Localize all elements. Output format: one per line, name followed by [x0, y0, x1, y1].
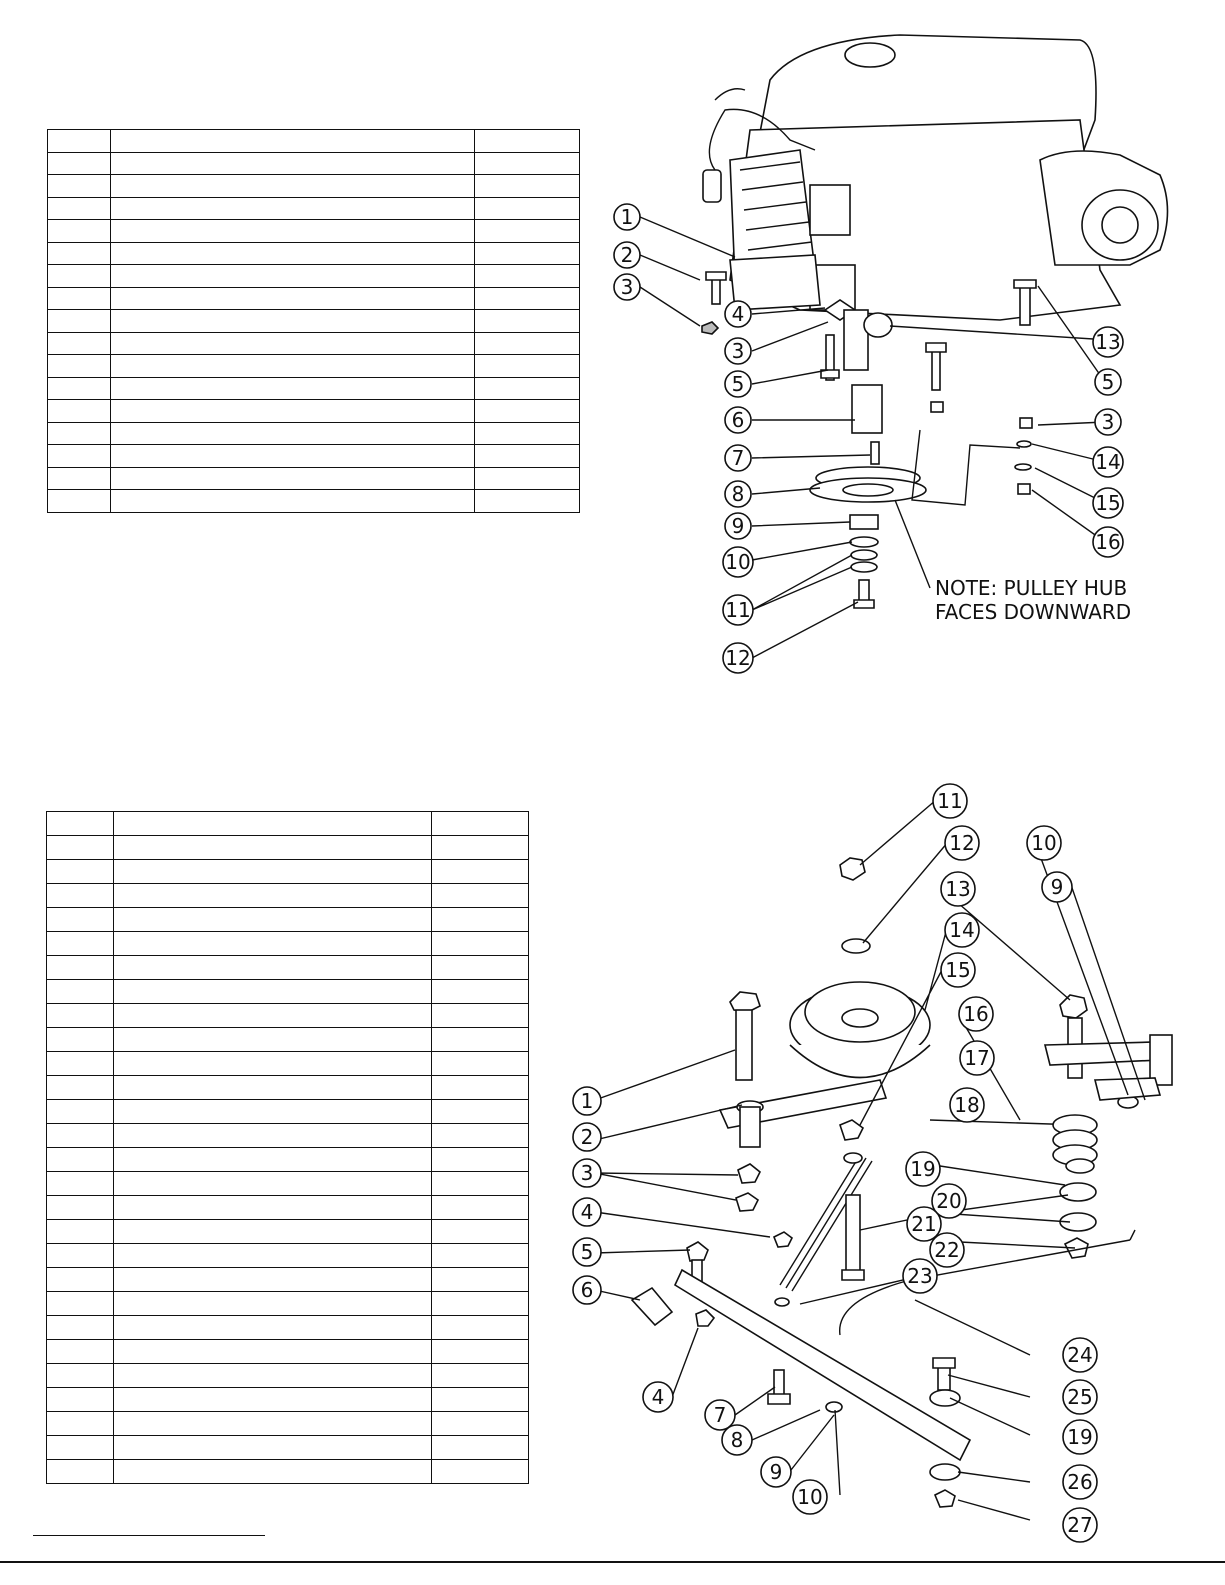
part-number-cell: [432, 1100, 529, 1124]
parts-table-bottom-row: [47, 932, 529, 956]
svg-text:21: 21: [911, 1212, 937, 1236]
parts-table-bottom-row: [47, 1412, 529, 1436]
svg-text:FACES DOWNWARD: FACES DOWNWARD: [935, 600, 1132, 624]
svg-text:9: 9: [1050, 875, 1064, 899]
ref-cell: [48, 220, 111, 243]
description-cell: [114, 980, 432, 1004]
ref-cell: [47, 1076, 114, 1100]
ref-cell: [48, 265, 111, 288]
part-number-cell: [432, 1412, 529, 1436]
description-cell: [114, 1412, 432, 1436]
parts-table-top-row: [48, 197, 580, 220]
ref-cell: [48, 175, 111, 198]
ref-cell: [47, 1460, 114, 1484]
svg-text:24: 24: [1067, 1343, 1093, 1367]
parts-table-bottom-row: [47, 1100, 529, 1124]
svg-text:7: 7: [731, 446, 745, 470]
parts-table-top-row: [48, 175, 580, 198]
footnote-rule: [33, 1535, 265, 1536]
parts-table-bottom-row: [47, 1052, 529, 1076]
description-cell: [114, 836, 432, 860]
description-cell: [111, 242, 475, 265]
svg-text:6: 6: [731, 408, 745, 432]
part-number-cell: [432, 1388, 529, 1412]
part-number-cell: [475, 355, 580, 378]
description-cell: [114, 1220, 432, 1244]
ref-cell: [48, 332, 111, 355]
description-cell: [114, 1436, 432, 1460]
part-number-cell: [432, 884, 529, 908]
part-number-cell: [432, 860, 529, 884]
ref-cell: [47, 1340, 114, 1364]
ref-cell: [47, 908, 114, 932]
parts-table-bottom: [46, 811, 529, 1484]
part-number-cell: [432, 1196, 529, 1220]
description-cell: [111, 130, 475, 153]
part-number-cell: [475, 400, 580, 423]
part-number-cell: [432, 1292, 529, 1316]
svg-text:4: 4: [580, 1200, 594, 1224]
ref-cell: [47, 932, 114, 956]
parts-table-top-row: [48, 332, 580, 355]
parts-table-top-row: [48, 377, 580, 400]
parts-table-top-row: [48, 490, 580, 513]
parts-table-bottom-row: [47, 1124, 529, 1148]
svg-text:4: 4: [731, 302, 745, 326]
parts-table-bottom-row: [47, 1316, 529, 1340]
ref-cell: [48, 152, 111, 175]
parts-table-bottom-row: [47, 812, 529, 836]
parts-table-bottom-row: [47, 1244, 529, 1268]
parts-table-bottom-row: [47, 956, 529, 980]
svg-text:15: 15: [1095, 491, 1121, 515]
svg-text:3: 3: [731, 339, 745, 363]
ref-cell: [48, 355, 111, 378]
parts-table-top-row: [48, 265, 580, 288]
svg-text:13: 13: [1095, 330, 1121, 354]
description-cell: [111, 310, 475, 333]
description-cell: [114, 1124, 432, 1148]
ref-cell: [47, 1436, 114, 1460]
svg-text:9: 9: [731, 514, 745, 538]
parts-table-top-row: [48, 130, 580, 153]
svg-text:7: 7: [713, 1403, 727, 1427]
description-cell: [114, 1460, 432, 1484]
svg-text:14: 14: [1095, 450, 1121, 474]
svg-text:10: 10: [797, 1485, 823, 1509]
ref-cell: [48, 490, 111, 513]
part-number-cell: [432, 1460, 529, 1484]
part-number-cell: [432, 1316, 529, 1340]
ref-cell: [47, 1316, 114, 1340]
ref-cell: [47, 812, 114, 836]
part-number-cell: [475, 445, 580, 468]
parts-table-top-row: [48, 287, 580, 310]
svg-text:8: 8: [730, 1428, 744, 1452]
description-cell: [114, 1316, 432, 1340]
ref-cell: [48, 197, 111, 220]
svg-text:15: 15: [945, 958, 971, 982]
description-cell: [114, 1148, 432, 1172]
part-number-cell: [475, 490, 580, 513]
ref-cell: [47, 884, 114, 908]
svg-text:6: 6: [580, 1278, 594, 1302]
parts-table-top-row: [48, 422, 580, 445]
description-cell: [111, 220, 475, 243]
svg-text:16: 16: [1095, 530, 1121, 554]
parts-table-bottom-row: [47, 1196, 529, 1220]
parts-table-top: [47, 129, 580, 513]
parts-table-bottom-row: [47, 860, 529, 884]
ref-cell: [47, 1004, 114, 1028]
engine-illustration: [703, 35, 1168, 320]
parts-table-bottom-row: [47, 1364, 529, 1388]
part-number-cell: [432, 1076, 529, 1100]
description-cell: [111, 355, 475, 378]
parts-table-bottom-row: [47, 908, 529, 932]
description-cell: [114, 812, 432, 836]
ref-cell: [48, 467, 111, 490]
parts-table-top-row: [48, 355, 580, 378]
svg-text:10: 10: [725, 550, 751, 574]
ref-cell: [47, 1268, 114, 1292]
ref-cell: [48, 422, 111, 445]
svg-text:2: 2: [620, 243, 634, 267]
part-number-cell: [432, 836, 529, 860]
svg-text:8: 8: [731, 482, 745, 506]
svg-text:3: 3: [1101, 410, 1115, 434]
svg-text:27: 27: [1067, 1513, 1093, 1537]
parts-table-bottom-row: [47, 1004, 529, 1028]
description-cell: [111, 377, 475, 400]
description-cell: [114, 1388, 432, 1412]
part-number-cell: [432, 1028, 529, 1052]
svg-text:11: 11: [725, 598, 751, 622]
parts-table-top-row: [48, 152, 580, 175]
description-cell: [111, 287, 475, 310]
svg-text:1: 1: [580, 1089, 594, 1113]
ref-cell: [48, 310, 111, 333]
engine-pulley-exploded-diagram: [600, 10, 1220, 680]
parts-table-top-row: [48, 445, 580, 468]
svg-text:20: 20: [936, 1189, 962, 1213]
svg-text:18: 18: [954, 1093, 980, 1117]
description-cell: [111, 175, 475, 198]
svg-text:25: 25: [1067, 1385, 1093, 1409]
part-number-cell: [475, 422, 580, 445]
description-cell: [111, 445, 475, 468]
ref-cell: [47, 1172, 114, 1196]
parts-table-bottom-row: [47, 884, 529, 908]
part-number-cell: [475, 467, 580, 490]
description-cell: [111, 152, 475, 175]
part-number-cell: [432, 1148, 529, 1172]
ref-cell: [47, 956, 114, 980]
svg-text:19: 19: [910, 1157, 936, 1181]
part-number-cell: [475, 310, 580, 333]
page-bottom-rule: [0, 1561, 1225, 1563]
svg-text:22: 22: [934, 1238, 960, 1262]
parts-table-top-row: [48, 220, 580, 243]
part-number-cell: [432, 1004, 529, 1028]
svg-text:12: 12: [725, 646, 751, 670]
ref-cell: [48, 445, 111, 468]
parts-table-bottom-row: [47, 1220, 529, 1244]
callout-markers-bottom: [573, 784, 1097, 1542]
ref-cell: [48, 400, 111, 423]
svg-text:5: 5: [580, 1240, 594, 1264]
description-cell: [114, 908, 432, 932]
parts-table-bottom-row: [47, 980, 529, 1004]
description-cell: [114, 1292, 432, 1316]
parts-table-top-row: [48, 400, 580, 423]
description-cell: [111, 490, 475, 513]
svg-text:23: 23: [907, 1264, 933, 1288]
ref-cell: [47, 1412, 114, 1436]
description-cell: [111, 422, 475, 445]
parts-table-bottom-row: [47, 836, 529, 860]
part-number-cell: [432, 1052, 529, 1076]
svg-text:11: 11: [937, 789, 963, 813]
ref-cell: [47, 980, 114, 1004]
description-cell: [111, 467, 475, 490]
part-number-cell: [475, 175, 580, 198]
idler-assembly-exploded-diagram: [560, 780, 1220, 1570]
svg-text:9: 9: [769, 1460, 783, 1484]
description-cell: [114, 1244, 432, 1268]
part-number-cell: [475, 197, 580, 220]
ref-cell: [47, 1100, 114, 1124]
description-cell: [114, 1172, 432, 1196]
ref-cell: [47, 836, 114, 860]
description-cell: [111, 332, 475, 355]
svg-text:17: 17: [964, 1046, 990, 1070]
svg-text:1: 1: [620, 205, 634, 229]
parts-table-bottom-row: [47, 1076, 529, 1100]
svg-text:16: 16: [963, 1002, 989, 1026]
description-cell: [114, 956, 432, 980]
ref-cell: [47, 1244, 114, 1268]
ref-cell: [47, 1124, 114, 1148]
part-number-cell: [432, 1244, 529, 1268]
description-cell: [114, 1196, 432, 1220]
description-cell: [114, 1340, 432, 1364]
part-number-cell: [475, 242, 580, 265]
description-cell: [114, 1004, 432, 1028]
part-number-cell: [475, 152, 580, 175]
description-cell: [111, 265, 475, 288]
part-number-cell: [432, 1268, 529, 1292]
ref-cell: [47, 1220, 114, 1244]
svg-text:2: 2: [580, 1125, 594, 1149]
part-number-cell: [432, 980, 529, 1004]
part-number-cell: [432, 1220, 529, 1244]
svg-text:13: 13: [945, 877, 971, 901]
description-cell: [111, 400, 475, 423]
part-number-cell: [475, 287, 580, 310]
part-number-cell: [475, 130, 580, 153]
description-cell: [114, 1268, 432, 1292]
description-cell: [114, 932, 432, 956]
description-cell: [111, 197, 475, 220]
part-number-cell: [475, 377, 580, 400]
description-cell: [114, 860, 432, 884]
description-cell: [114, 1076, 432, 1100]
parts-table-bottom-row: [47, 1268, 529, 1292]
ref-cell: [47, 1364, 114, 1388]
svg-text:19: 19: [1067, 1425, 1093, 1449]
ref-cell: [48, 287, 111, 310]
ref-cell: [47, 1388, 114, 1412]
part-number-cell: [432, 1124, 529, 1148]
svg-text:4: 4: [651, 1385, 665, 1409]
parts-table-bottom-row: [47, 1028, 529, 1052]
parts-table-bottom-row: [47, 1388, 529, 1412]
ref-cell: [47, 860, 114, 884]
parts-table-top-row: [48, 242, 580, 265]
ref-cell: [47, 1052, 114, 1076]
part-number-cell: [432, 1340, 529, 1364]
svg-text:10: 10: [1031, 831, 1057, 855]
description-cell: [114, 1364, 432, 1388]
svg-text:NOTE: PULLEY HUB: NOTE: PULLEY HUB: [935, 576, 1128, 600]
part-number-cell: [432, 956, 529, 980]
ref-cell: [48, 242, 111, 265]
part-number-cell: [432, 908, 529, 932]
part-number-cell: [432, 932, 529, 956]
part-number-cell: [432, 1172, 529, 1196]
part-number-cell: [432, 1436, 529, 1460]
parts-table-bottom-row: [47, 1340, 529, 1364]
parts-table-bottom-row: [47, 1436, 529, 1460]
svg-text:5: 5: [1101, 370, 1115, 394]
part-number-cell: [432, 812, 529, 836]
description-cell: [114, 1028, 432, 1052]
svg-text:14: 14: [949, 918, 975, 942]
svg-text:3: 3: [580, 1161, 594, 1185]
description-cell: [114, 1052, 432, 1076]
svg-text:3: 3: [620, 275, 634, 299]
description-cell: [114, 1100, 432, 1124]
ref-cell: [47, 1292, 114, 1316]
ref-cell: [47, 1028, 114, 1052]
parts-table-bottom-row: [47, 1292, 529, 1316]
parts-table-top-row: [48, 310, 580, 333]
parts-table-bottom-row: [47, 1172, 529, 1196]
part-number-cell: [475, 220, 580, 243]
part-number-cell: [475, 265, 580, 288]
svg-text:5: 5: [731, 372, 745, 396]
description-cell: [114, 884, 432, 908]
pulley-note: [935, 576, 1131, 624]
part-number-cell: [432, 1364, 529, 1388]
ref-cell: [48, 377, 111, 400]
parts-table-bottom-row: [47, 1460, 529, 1484]
ref-cell: [48, 130, 111, 153]
parts-table-bottom-row: [47, 1148, 529, 1172]
svg-text:12: 12: [949, 831, 975, 855]
parts-table-top-row: [48, 467, 580, 490]
part-number-cell: [475, 332, 580, 355]
svg-text:26: 26: [1067, 1470, 1093, 1494]
ref-cell: [47, 1196, 114, 1220]
ref-cell: [47, 1148, 114, 1172]
